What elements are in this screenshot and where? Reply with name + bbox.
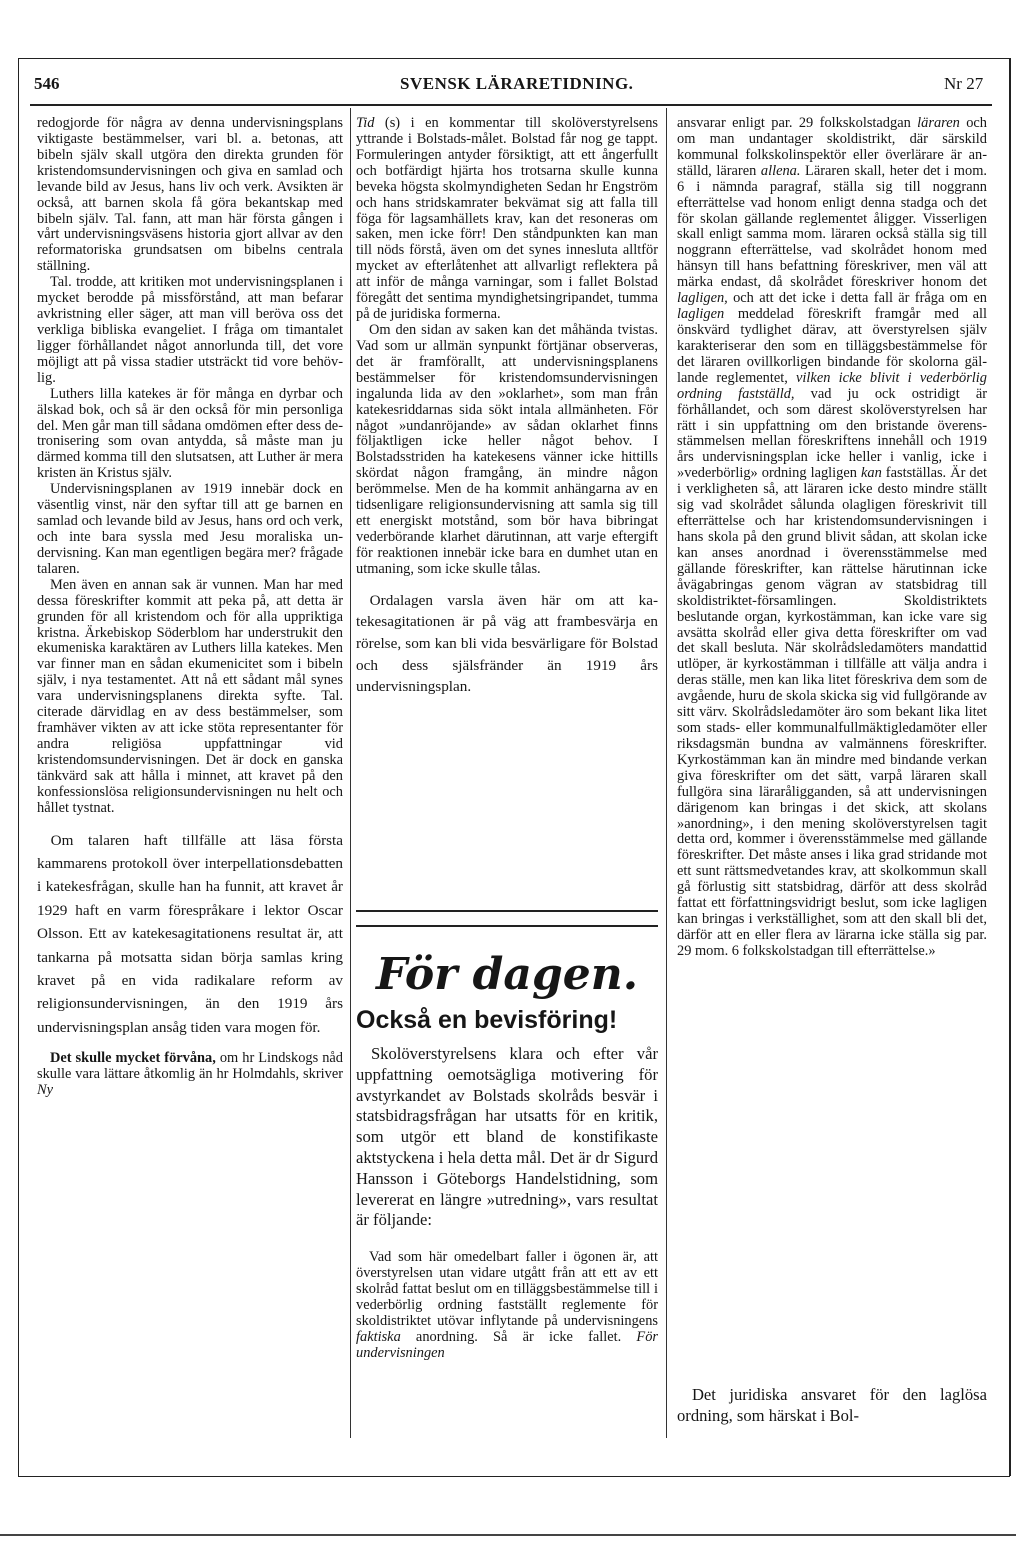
page-number: 546 bbox=[34, 74, 60, 93]
emphasis: lagligen, bbox=[677, 290, 728, 307]
emphasis: allena. bbox=[760, 162, 801, 179]
page-frame-top bbox=[18, 58, 1010, 59]
section-rule bbox=[356, 910, 658, 912]
paragraph-text: ansvarar enligt par. 29 folkskolstadgan bbox=[677, 115, 918, 131]
paragraph: Om talaren haft tillfälle att läsa första kammarens protokoll över interpellationsdebatten i katekesfrågan, skulle han ha funnit, att kravet år 1929 haft en varm förespråkare i lektor Oscar Olsson. Ett av katekesagitationens resultat är, att tankarna på motsatta sidan börja samlas kring kravet på en vida radikalare reform av religionsundervisningen, än den 1919 års undervisningsplan ansåg tiden vara mogen för. bbox=[37, 831, 343, 1036]
paragraph: Luthers lilla katekes är för många en dyrbar och älskad bok, och så är den också för min personliga del. Men går man till sådana omdömen efter dess detronisering som ovan antydda, så måste man ju därmed komma till den slutsatsen, att Luther är mera kristen än Kristus själv. bbox=[37, 385, 343, 482]
feature-article bbox=[356, 1044, 658, 1231]
publication-name: Ny bbox=[37, 1082, 53, 1099]
column-divider-1 bbox=[350, 108, 351, 1438]
paragraph-text: Läraren skall, heter det i mom. 6 i nämnda paragraf, ställa sig till noggrann efterrättelse vad honom enligt denna stadga och det för skolan gällande reglementet åligger. Visserligen skall enligt samma mom. läraren också ställa sig till noggrann efterrättelse, vad skolrådet honom med hänsyn till hans befattning föreskriver, men väl att märka endast, då skolrådet föreskriver honom det bbox=[677, 162, 987, 291]
paragraph-text: anordning. Så är icke fallet. bbox=[400, 1328, 637, 1345]
feature-article-continued bbox=[677, 1385, 987, 1427]
quoted-passage bbox=[356, 1250, 658, 1361]
paragraph-text: och om man undantager skoldistrikt, där särskild kommunal folkskolinspektör eller överlärare är anställd, läraren bbox=[677, 115, 987, 179]
paragraph bbox=[356, 116, 658, 323]
article-headline: Också en bevisföring! bbox=[356, 1006, 618, 1034]
paragraph: redogjorde för några av denna undervisningsplans viktigaste bestämmelser, vari bl. a. betonas, att bibeln själv skall utgöra den direkta grunden för kristendomsundervisningen och giva en samlad och levande bild av Jesus, hans liv och verk. Avsikten är också, att barnen skola få göra bekantskap med bibeln själv. Tal. fann, att man här första gången i vårt undervisningsväsens historia gjort allvar av den reformatoriska grundsatsen om bibelns centrala ställning. bbox=[37, 115, 343, 275]
article-column-3 bbox=[677, 116, 987, 960]
paragraph: Om den sidan av saken kan det måhända tvistas. Vad som ur allmän synpunkt förtjänar observeras, det är framförallt, att undervisningsplanens bestämmelser för kristendomsundervisningen ingalunda lida av den »oklarhet», som man från katekesriddarnas sida sökt intala allmänheten. För något »undanröjande» av sådan oklarhet finns följaktligen icke heller något behov. I Bolstadsstriden ha katekesens vänner icke hittills skördat någon framgång, än mindre någon berömmelse. Men de ha kommit anhängarna av en tidsenligare religionsundervisning att samla sig till ett energiskt motstånd, som bör hava bibringat vederbörande klarhet därutinnan, att varje eftergift för reaktionen innebär icke bara en dumhet utan en utmaning, som icke skulle tålas. bbox=[356, 321, 658, 577]
paragraph-text: meddelad föreskrift framgår med all önskvärd tydlighet därav, att överstyrelsen själv karakteriserar den som en tilläggsbestämmelse för det läraren ovillkorligen bindande för skolorna gällande reglementet, bbox=[677, 306, 987, 386]
paragraph-text: Vad som här omedelbart faller i ögonen är, att överstyrelsen utan vidare utgått från att ett av ett skolråd fattat beslut om en tilläggsbestämmelse till i vederbörlig ordning fastställt reglemente för skoldistriktet utövar inflytande på undervisningens bbox=[356, 1249, 658, 1329]
running-title: SVENSK LÄRARETIDNING. bbox=[400, 74, 634, 93]
page-frame-right bbox=[1009, 58, 1011, 1476]
paragraph-text: fastställas. Är det i verkligheten så, att läraren icke desto mindre ställt sig vad skolrådet sålunda olagligen föreskrivit till efterrättelse och har kristendomsundervisningen i hans skola på den grund blivit sådan, att skolan icke kan anses anordnad i överensstämmelse med gällande föreskrifter, kan rättelse härutinnan icke åvägabringas genom vägran av statsbidrag till skoldistriktet-församlingen. Skoldistriktets beslutande organ, kyrkostämman, kan icke vare sig avsätta skolråd eller giva detta föreskrifter om vad det skall besluta. När skolrådsledamöters mandattid utlöper, är kyrkostämman i tillfälle att välja andra i deras ställe, men kan lika litet föreskriva dem som de avgående, huru de skola skicka sig vid fullgörande av sitt värv. Skolrådsledamöter äro som bekant lika litet som stads- eller kommunalfullmäktigledamöter eller riksdagsmän bundna av valmännens föreskrifter. Kyrkostämman kan än mindre med bindande verkan giva föreskrifter om det sätt, varpå läraren skall fullgöra sina läraråligganden, så att undervisningen därigenom kan bringas i det skick, att skolans »anordning», i den mening skolöverstyrelsen tagit detta ord, kommer i överensstämmelse med gällande föreskrifter. Det måste anses i lika grad stridande mot ett sunt rättsmedvetandes krav, att skolkommun skall gå förlustig sitt statsbidrag, därför att dess skolråd fattat ett författningsvidrigt beslut, som icke lagligen kan bringas i verkställighet, som att den skall bli det, därför att en eller flera av lärarna icke ställa sig par. 29 mom. 6 folkskolstadgan till efterrättelse.» bbox=[677, 465, 988, 959]
emphasis: kan bbox=[860, 465, 882, 482]
paragraph bbox=[356, 1250, 658, 1361]
issue-number: Nr 27 bbox=[944, 74, 984, 93]
paragraph bbox=[677, 116, 987, 960]
paragraph-text: och att det icke i detta fall är fråga om en bbox=[727, 290, 987, 307]
emphasis: För undervisningen bbox=[356, 1328, 658, 1361]
emphasis: läraren bbox=[917, 115, 960, 131]
publication-name: Tid bbox=[356, 115, 375, 131]
page-frame-bottom bbox=[18, 1476, 1010, 1477]
paragraph: Men även en annan sak är vunnen. Man har med dessa föreskrifter kommit att peka på, att detta är grunden för all kristendom och för alla uppriktiga kristna. Ärkebiskop Söderblom har understrukit den ekumeniska karaktären av Luthers lilla katekes. Men var finner man en sådan ekumenicitet som i bibeln själv, i nya testamentet. Att nå ett sådant mål synes vara undervisningsplanens direkta syfte. Tal. citerade därvidlag en av dess bestämmelser, som framhäver vikten av att icke stöta representanter för andra religiösa uppfattningar vid kristendomsundervisningen. Det är dock en ganska tänkvärd sak att hålla i minnet, att kravet på den konfessionslösa religionsundervisningen nu helt och hållet tystnat. bbox=[37, 576, 343, 816]
emphasis: vilken icke blivit i vederbörlig ordning fastställd, bbox=[677, 369, 987, 402]
paragraph-text: (s) i en kommentar till skolöverstyrelsens yttrande i Bolstads-målet. Bolstad får nog ge tappt. Formuleringen antyder försiktigt, att ett ångerfullt och botfärdigt hjärta hos trotsarna skulle kunna beveka högsta skolmyndigheten Sedan hr Engström och hans stridskamrater bekvämat sig att falla till föga för lagsamhällets krav, kan det resoneras om saken, men icke förr! Den ståndpunkten kan man till nöds förstå, även om det synes innesluta alltför mycket av efterlåtenhet att allvarligt reflektera på att inför de många varningar, som i fallet Bolstad föregått det sentima myndighetsingripandet, tumma på de juridiska formerna. bbox=[356, 115, 658, 323]
emphasis: lagligen bbox=[677, 306, 725, 323]
header-rule bbox=[30, 104, 992, 106]
lead-in-bold: Det skulle mycket förvåna, bbox=[49, 1050, 216, 1067]
page-frame-left bbox=[18, 58, 19, 1476]
emphasis: faktiska bbox=[356, 1328, 401, 1345]
paragraph: Skolöverstyrelsens klara och efter vår uppfattning oemotsägliga motivering för avstyrkandet av Bolstads skolråds besvär i statsbidragsfrågan har utsatts för en kritik, som utgör ett bland de konstifikaste aktstyckena i hela detta mål. Det är dr Sigurd Hansson i Göteborgs Handelstidning, som levererat en längre »utredning», vars resultat är följande: bbox=[356, 1044, 658, 1230]
section-masthead: För dagen. bbox=[375, 949, 639, 1000]
paragraph-text: om hr Lindskogs nåd skulle vara lättare åtkomlig än hr Holmdahls, skriver bbox=[37, 1050, 344, 1083]
scan-edge-line bbox=[0, 1534, 1016, 1536]
paragraph: Tal. trodde, att kritiken mot undervisningsplanen i mycket berodde på missförstånd, att man befarar avkristning eller säger, att man vill beröva oss det verkliga bibliska evangeliet. I fråga om timantalet ligger förhållandet något annorlunda till, det vore möjligt att på vissa stadier utsträckt tid vore behövlig. bbox=[37, 274, 343, 386]
section-rule bbox=[356, 925, 658, 927]
article-column-2 bbox=[356, 116, 658, 698]
paragraph-text: vad ju ock ostridigt är förhållandet, och som därest skolöverstyrelsen har rätt i sin uppfattning om den bristande överensstämmelsen mellan föreskriftens innehåll och 1919 års undervisningsplan icke heller i vanlig, icke i »vederbörlig» ordning lagligen bbox=[677, 385, 987, 482]
paragraph: Det juridiska ansvaret för den laglösa ordning, som härskat i Bol- bbox=[677, 1385, 987, 1425]
paragraph bbox=[37, 1051, 343, 1099]
article-column-1 bbox=[37, 116, 343, 1099]
paragraph: Undervisningsplanen av 1919 innebär dock en väsentlig vinst, när den syftar till att ge barnen en samlad och levande bild av Jesus, hans ord och verk, och inte bara syssla med Jesu moraliska undervisning. Kan man egentligen begära mer? frågade talaren. bbox=[37, 481, 343, 577]
paragraph: Ordalagen varsla även här om att katekesagitationen är på väg att frambesvärja en rörelse, som kan bli vida besvärligare för Bolstad och dess själsfränder än 1919 års undervisningsplan. bbox=[356, 591, 658, 696]
column-divider-2 bbox=[666, 108, 667, 1438]
